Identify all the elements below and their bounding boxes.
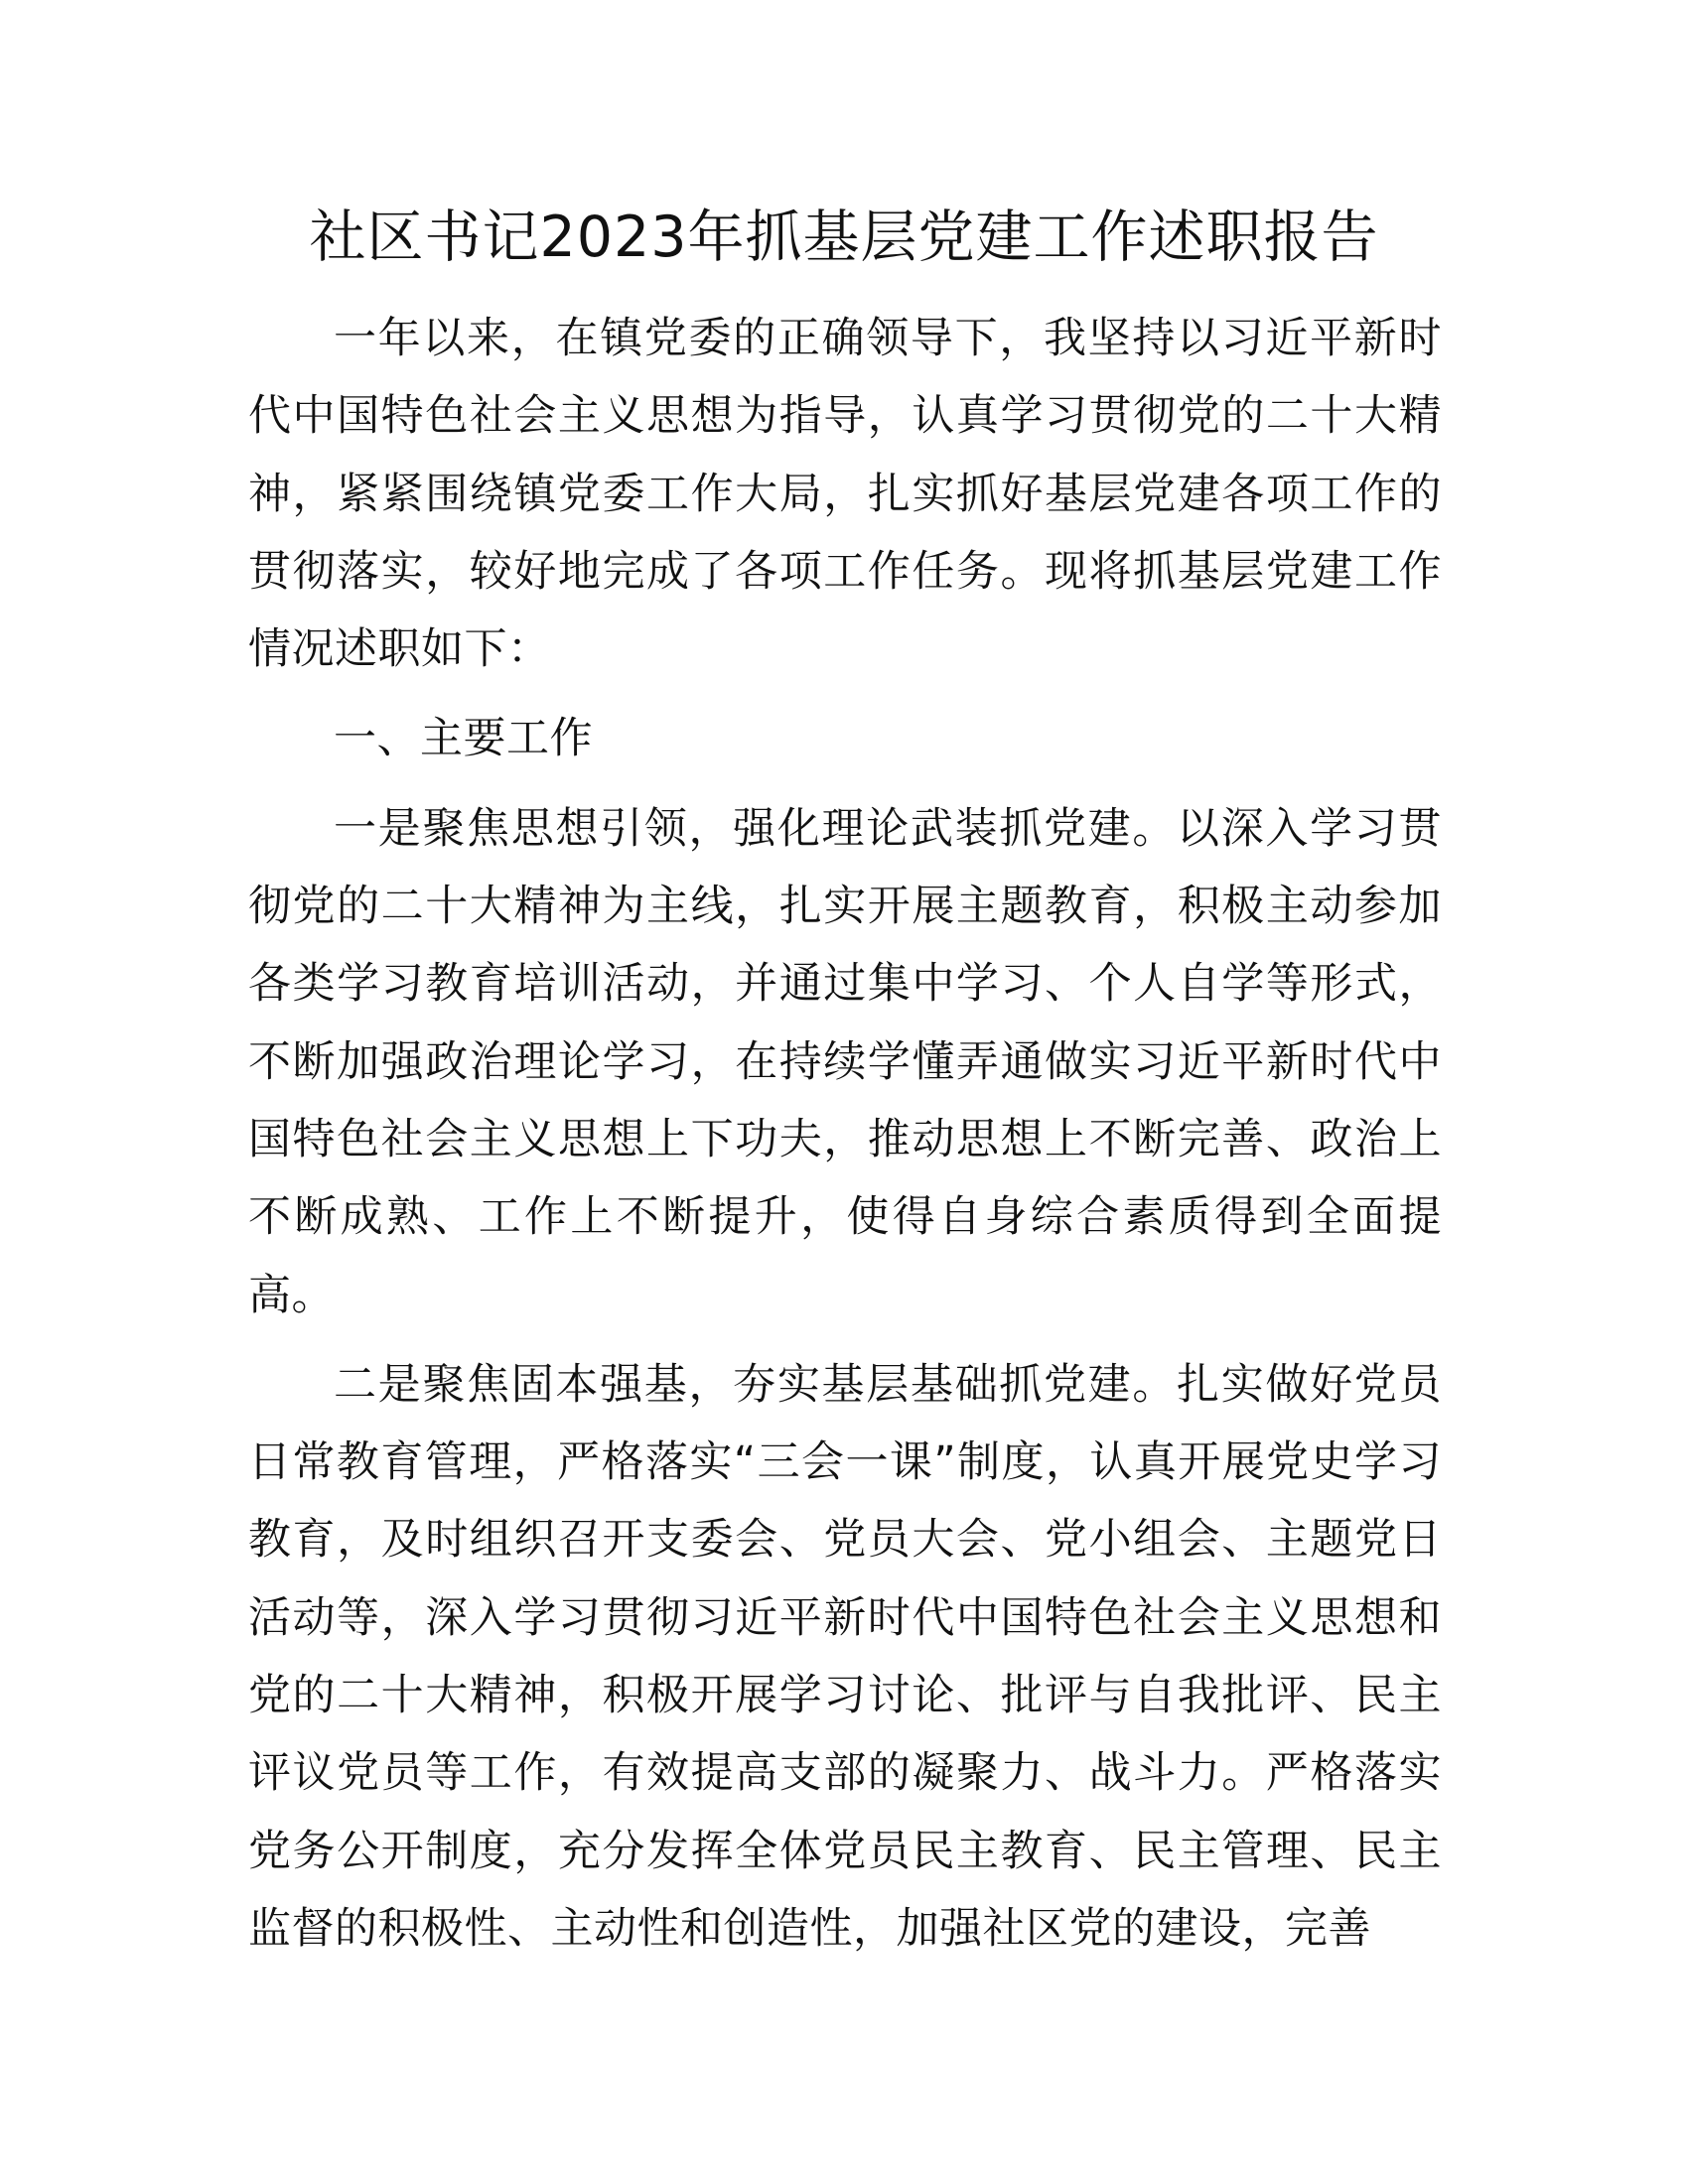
paragraph-point-one: 一是聚焦思想引领，强化理论武装抓党建。以深入学习贯彻党的二十大精神为主线，扎实开展主题教育，积极主动参加各类学习教育培训活动，并通过集中学习、个人自学等形式，不断加强政治理论学习，在持续学懂弄通做实习近平新时代中国特色社会主义思想上下功夫，推动思想上不断完善、政治上不断成熟、工作上不断提升，使得自身综合素质得到全面提高。: [248, 803, 1442, 1320]
section-heading-main-work: 一、主要工作: [334, 714, 593, 764]
paragraph-intro: 一年以来，在镇党委的正确领导下，我坚持以习近平新时代中国特色社会主义思想为指导，认真学习贯彻党的二十大精神，紧紧围绕镇党委工作大局，扎实抓好基层党建各项工作的贯彻落实，较好地完成了各项工作任务。现将抓基层党建工作情况述职如下：: [248, 314, 1442, 675]
document-body: [248, 300, 1442, 1979]
paragraph-point-two: 二是聚焦固本强基，夯实基层基础抓党建。扎实做好党员日常教育管理，严格落实“三会一课”制度，认真开展党史学习教育，及时组织召开支委会、党员大会、党小组会、主题党日活动等，深入学习贯彻习近平新时代中国特色社会主义思想和党的二十大精神，积极开展学习讨论、批评与自我批评、民主评议党员等工作，有效提高支部的凝聚力、战斗力。严格落实党务公开制度，充分发挥全体党员民主教育、民主管理、民主监督的积极性、主动性和创造性，加强社区党的建设，完善: [248, 1359, 1442, 1954]
document-title: 社区书记2023年抓基层党建工作述职报告: [309, 205, 1379, 270]
